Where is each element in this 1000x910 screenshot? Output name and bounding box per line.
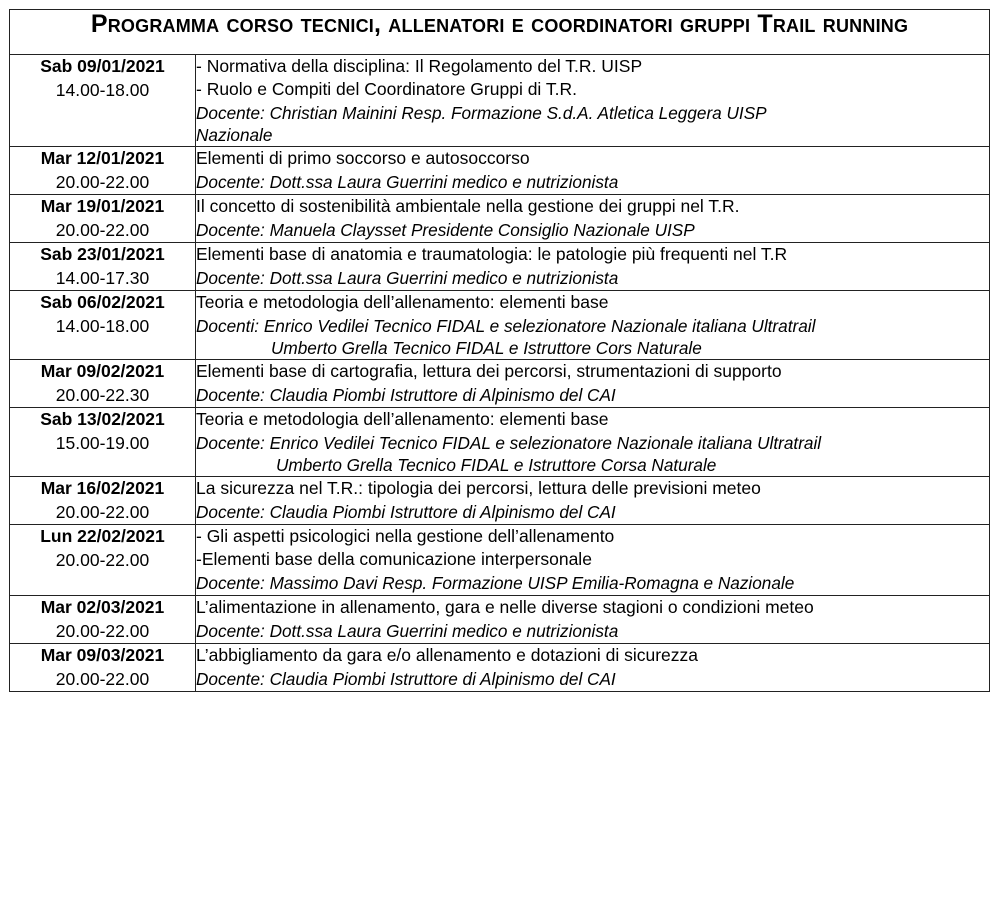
program-sheet <box>9 9 989 692</box>
table-row <box>10 360 990 408</box>
table-row <box>10 55 990 147</box>
topic-cell <box>196 643 990 691</box>
title-row <box>10 10 990 55</box>
session-teacher: Docente: Christian Mainini Resp. Formazione S.d.A. Atletica Leggera UISP <box>196 103 767 123</box>
date-cell <box>10 525 196 596</box>
session-teacher-continued: Umberto Grella Tecnico FIDAL e Istruttore Cors Naturale <box>271 337 702 358</box>
topic-cell <box>196 55 990 147</box>
topic-cell <box>196 360 990 408</box>
session-time: 20.00-22.00 <box>55 172 150 192</box>
session-teacher: Docente: Claudia Piombi Istruttore di Alpinismo del CAI <box>196 385 616 405</box>
session-time: 20.00-22.00 <box>55 550 150 570</box>
date-cell <box>10 477 196 525</box>
session-time: 14.00-18.00 <box>55 80 150 100</box>
session-topic: Elementi base di anatomia e traumatologia: le patologie più frequenti nel T.R <box>196 244 788 264</box>
session-teacher: Docenti: Enrico Vedilei Tecnico FIDAL e selezionatore Nazionale italiana Ultratrail <box>196 316 816 336</box>
topic-cell <box>196 408 990 477</box>
session-teacher: Docente: Dott.ssa Laura Guerrini medico e nutrizionista <box>196 172 619 192</box>
session-topic: Teoria e metodologia dell’allenamento: elementi base <box>196 409 609 429</box>
session-date: Mar 19/01/2021 <box>40 196 165 216</box>
session-time: 20.00-22.00 <box>55 502 150 522</box>
topic-cell <box>196 195 990 243</box>
session-date: Lun 22/02/2021 <box>40 526 165 546</box>
date-cell <box>10 360 196 408</box>
date-cell <box>10 55 196 147</box>
session-date: Mar 02/03/2021 <box>40 596 165 617</box>
session-date: Sab 09/01/2021 <box>40 56 165 76</box>
session-time: 20.00-22.00 <box>55 620 150 641</box>
session-teacher: Docente: Enrico Vedilei Tecnico FIDAL e selezionatore Nazionale italiana Ultratrail <box>196 433 822 453</box>
topic-cell <box>196 477 990 525</box>
session-time: 15.00-19.00 <box>55 433 150 453</box>
session-teacher: Docente: Claudia Piombi Istruttore di Alpinismo del CAI <box>196 502 616 522</box>
session-topic: -Elementi base della comunicazione interpersonale <box>196 549 592 569</box>
session-topic: L’alimentazione in allenamento, gara e nelle diverse stagioni o condizioni meteo <box>196 596 814 617</box>
session-topic: Il concetto di sostenibilità ambientale nella gestione dei gruppi nel T.R. <box>196 196 740 216</box>
session-date: Mar 09/03/2021 <box>40 644 165 665</box>
date-cell <box>10 291 196 360</box>
table-row <box>10 243 990 291</box>
session-time: 20.00-22.30 <box>55 385 150 405</box>
session-teacher: Docente: Massimo Davi Resp. Formazione UISP Emilia-Romagna e Nazionale <box>196 573 795 593</box>
session-time: 14.00-18.00 <box>55 316 150 336</box>
session-teacher: Docente: Dott.ssa Laura Guerrini medico e nutrizionista <box>196 268 619 288</box>
session-topic: Elementi di primo soccorso e autosoccorso <box>196 148 530 168</box>
date-cell <box>10 643 196 691</box>
session-topic: L’abbigliamento da gara e/o allenamento e dotazioni di sicurezza <box>196 644 698 665</box>
session-teacher-continued: Umberto Grella Tecnico FIDAL e Istruttore Corsa Naturale <box>276 454 717 475</box>
table-row <box>10 477 990 525</box>
table-row <box>10 595 990 643</box>
topic-cell <box>196 525 990 596</box>
session-topic: Teoria e metodologia dell’allenamento: elementi base <box>196 292 609 312</box>
session-teacher: Docente: Claudia Piombi Istruttore di Alpinismo del CAI <box>196 668 616 689</box>
session-date: Mar 09/02/2021 <box>40 361 165 381</box>
date-cell <box>10 147 196 195</box>
session-teacher: Docente: Manuela Claysset Presidente Consiglio Nazionale UISP <box>196 220 695 240</box>
session-teacher: Docente: Dott.ssa Laura Guerrini medico e nutrizionista <box>196 620 619 641</box>
topic-cell <box>196 595 990 643</box>
session-topic: Elementi base di cartografia, lettura dei percorsi, strumentazioni di supporto <box>196 361 782 381</box>
session-topic: - Normativa della disciplina: Il Regolamento del T.R. UISP <box>196 56 643 76</box>
topic-cell <box>196 147 990 195</box>
session-date: Sab 06/02/2021 <box>40 292 165 312</box>
page-title: Programma corso tecnici, allenatori e coordinatori gruppi Trail running <box>10 10 990 55</box>
date-cell <box>10 595 196 643</box>
session-time: 14.00-17.30 <box>55 268 150 288</box>
session-date: Sab 23/01/2021 <box>40 244 165 264</box>
date-cell <box>10 408 196 477</box>
program-table <box>9 9 990 692</box>
session-topic: La sicurezza nel T.R.: tipologia dei percorsi, lettura delle previsioni meteo <box>196 478 761 498</box>
date-cell <box>10 243 196 291</box>
session-date: Mar 12/01/2021 <box>40 148 165 168</box>
table-row <box>10 195 990 243</box>
session-time: 20.00-22.00 <box>55 220 150 240</box>
table-row <box>10 147 990 195</box>
session-time: 20.00-22.00 <box>55 668 150 689</box>
session-topic: - Gli aspetti psicologici nella gestione dell’allenamento <box>196 526 615 546</box>
table-row <box>10 643 990 691</box>
table-row <box>10 291 990 360</box>
topic-cell <box>196 291 990 360</box>
topic-cell <box>196 243 990 291</box>
session-date: Mar 16/02/2021 <box>40 478 165 498</box>
table-row <box>10 525 990 596</box>
table-row <box>10 408 990 477</box>
session-topic: - Ruolo e Compiti del Coordinatore Gruppi di T.R. <box>196 79 577 99</box>
date-cell <box>10 195 196 243</box>
session-date: Sab 13/02/2021 <box>40 409 165 429</box>
session-teacher-continued: Nazionale <box>196 124 273 145</box>
